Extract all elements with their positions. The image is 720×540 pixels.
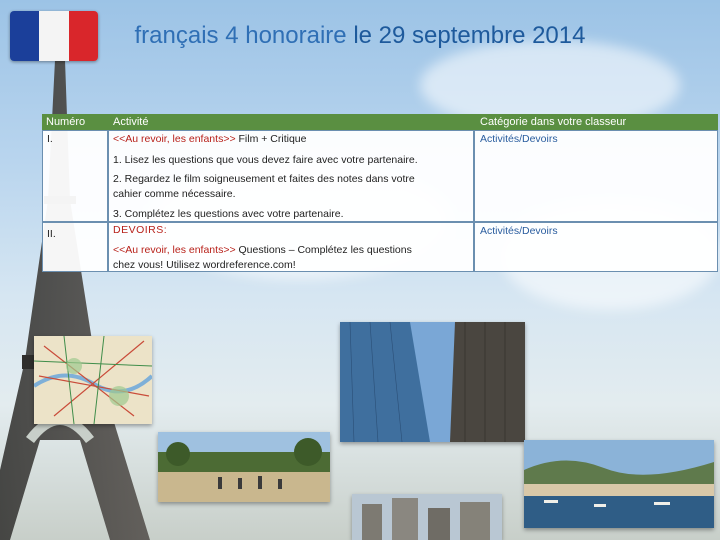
paris-map-image — [34, 336, 152, 424]
harbor-photo — [524, 440, 714, 528]
title-course: français 4 honoraire — [134, 22, 347, 49]
row2-line1-suffix: Questions – Complétez les questions — [235, 244, 412, 256]
cell-categorie-2 — [474, 222, 718, 272]
header-categorie: Catégorie dans votre classeur — [480, 116, 627, 128]
row1-step2a: 2. Regardez le film soigneusement et faites des notes dans votre — [113, 173, 415, 185]
header-numero: Numéro — [46, 116, 86, 128]
cell-numero-2 — [42, 222, 108, 272]
park-photo — [158, 432, 330, 502]
row1-film-suffix: Film + Critique — [235, 133, 307, 145]
row2-devoirs-label: DEVOIRS: — [113, 224, 168, 236]
skyscraper-photo — [340, 322, 525, 442]
row1-numero: I. — [47, 133, 53, 145]
row1-step3: 3. Complétez les questions avec votre partenaire. — [113, 208, 344, 220]
row1-step1: 1. Lisez les questions que vous devez faire avec votre partenaire. — [113, 154, 418, 166]
row1-film-title: <<Au revoir, les enfants>> — [113, 133, 236, 145]
page-title — [0, 22, 720, 50]
row1-categorie: Activités/Devoirs — [480, 133, 558, 145]
title-date: le 29 septembre 2014 — [353, 22, 586, 49]
city-photo — [352, 494, 502, 540]
cell-categorie-1 — [474, 130, 718, 222]
cell-numero-1 — [42, 130, 108, 222]
cell-activite-1 — [108, 130, 474, 222]
table-header-row — [42, 114, 718, 131]
row2-numero: II. — [47, 228, 56, 240]
row2-line1 — [113, 243, 412, 258]
header-activite: Activité — [113, 116, 149, 128]
row1-activity-line — [113, 132, 306, 147]
row2-film-title: <<Au revoir, les enfants>> — [113, 244, 236, 256]
row1-step2b: cahier comme nécessaire. — [113, 188, 236, 200]
row2-line2: chez vous! Utilisez wordreference.com! — [113, 259, 296, 271]
row2-categorie: Activités/Devoirs — [480, 225, 558, 237]
cell-activite-2 — [108, 222, 474, 272]
